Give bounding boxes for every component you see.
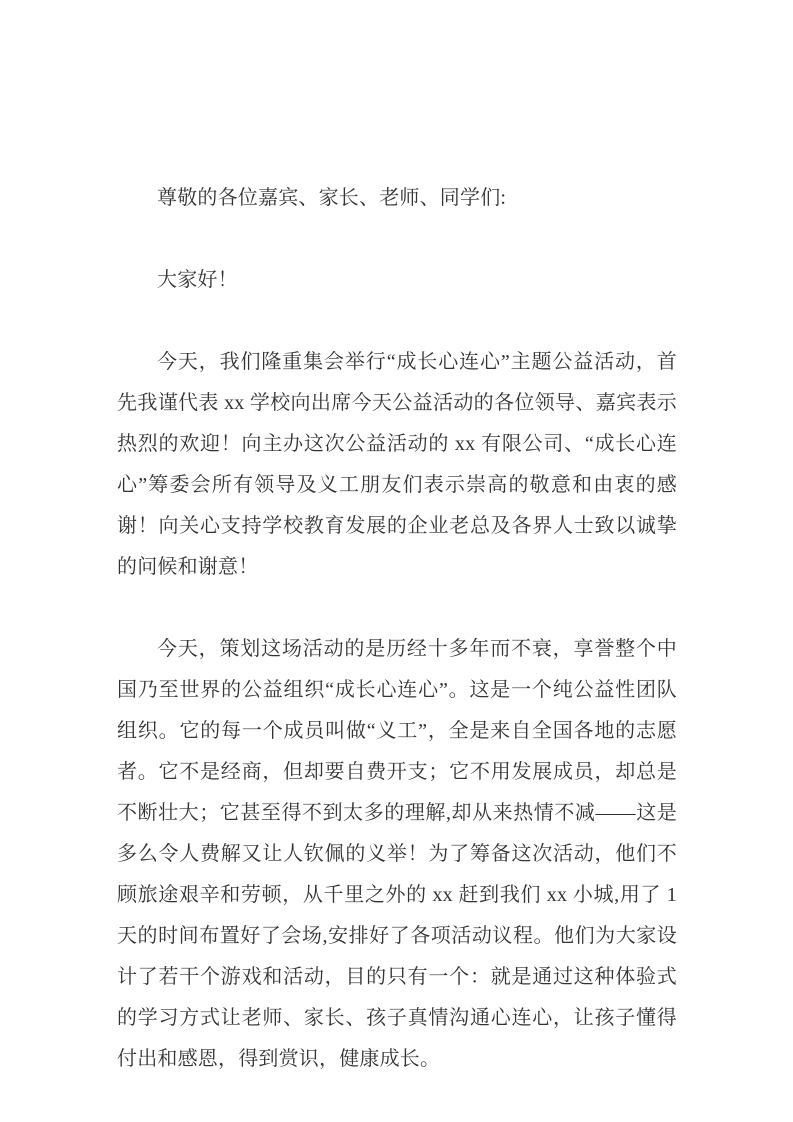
paragraph-greeting: 大家好！: [157, 269, 238, 291]
paragraph-salutation: 尊敬的各位嘉宾、家长、老师、同学们:: [157, 187, 507, 209]
paragraph-body-welcome: 今天，我们隆重集会举行“成长心连心”主题公益活动，首先我谨代表 xx 学校向出席今天公益活动的各位领导、嘉宾表示热烈的欢迎！向主办这次公益活动的 xx 有限公司、“成长心连心”筹委会所有领导及义工朋友们表示崇高的敬意和由衷的感谢！向关心支持学校教育发展的企业老总及各界人士致以诚挚的问候和谢意！: [117, 351, 677, 578]
paragraph-body-organizer-intro: 今天，策划这场活动的是历经十多年而不衰，享誉整个中国乃至世界的公益组织“成长心连心”。这是一个纯公益性团队组织。它的每一个成员叫做“义工”，全是来自全国各地的志愿者。它不是经商，但却要自费开支；它不用发展成员，却总是不断壮大；它甚至得不到太多的理解,却从来热情不减——这是多么令人费解又让人钦佩的义举！为了筹备这次活动，他们不顾旅途艰辛和劳顿，从千里之外的 xx 赶到我们 xx 小城,用了 1 天的时间布置好了会场,安排好了各项活动议程。他们为大家设计了若干个游戏和活动，目的只有一个：就是通过这种体验式的学习方式让老师、家长、孩子真情沟通心连心，让孩子懂得付出和感恩，得到赏识，健康成长。: [117, 638, 677, 1070]
